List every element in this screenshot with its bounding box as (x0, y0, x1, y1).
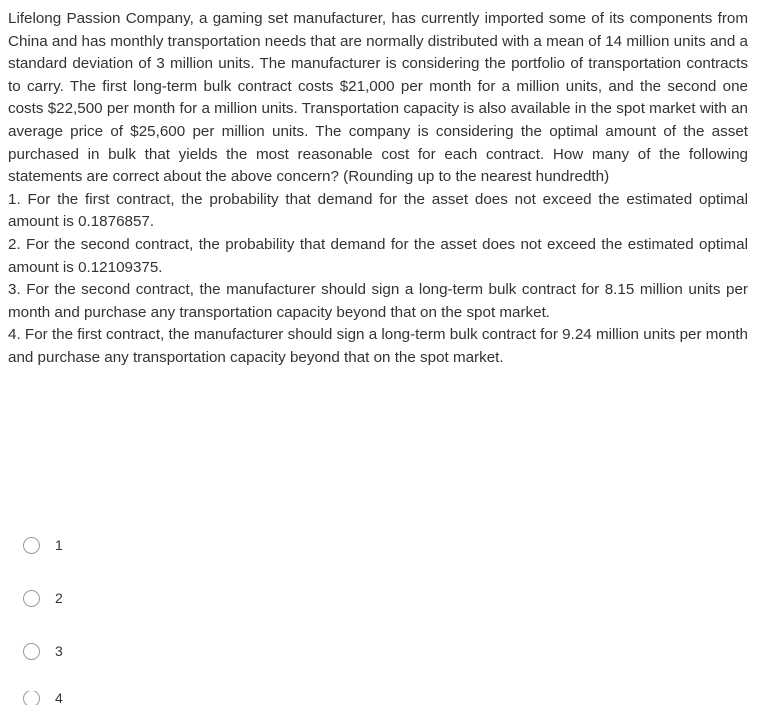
option-1[interactable] (23, 532, 63, 558)
option-3[interactable] (23, 638, 63, 664)
answer-options (23, 532, 63, 705)
question-stem: Lifelong Passion Company, a gaming set manufacturer, has currently imported some of its components from China and has monthly transportation needs that are normally distributed with a mean of 14 million units and a standard deviation of 3 million units. The manufacturer is considering the portfolio of transportation contracts to carry. The first long-term bulk contract costs $21,000 per month for a million units, and the second one costs $22,500 per month for a million units. Transportation capacity is also available in the spot market with an average price of $25,600 per million units. The company is considering the optimal amount of the asset purchased in bulk that yields the most reasonable cost for each contract. How many of the following statements are correct about the above concern? (Rounding up to the nearest hundredth) (8, 10, 748, 186)
option-label-1: 1 (55, 537, 63, 553)
option-label-2: 2 (55, 590, 63, 606)
option-label-3: 3 (55, 643, 63, 659)
radio-button-2[interactable] (23, 590, 40, 607)
question-block (8, 8, 748, 370)
radio-button-1[interactable] (23, 537, 40, 554)
option-2[interactable] (23, 585, 63, 611)
radio-button-3[interactable] (23, 643, 40, 660)
statement-4: 4. For the first contract, the manufacturer should sign a long-term bulk contract for 9.24 million units per month and purchase any transportation capacity beyond that on the spot market. (8, 326, 748, 366)
option-label-4: 4 (55, 691, 63, 705)
statement-3: 3. For the second contract, the manufacturer should sign a long-term bulk contract for 8.15 million units per month and purchase any transportation capacity beyond that on the spot market. (8, 281, 748, 321)
statement-2: 2. For the second contract, the probability that demand for the asset does not exceed the estimated optimal amount is 0.12109375. (8, 235, 748, 276)
statement-1: 1. For the first contract, the probability that demand for the asset does not exceed the estimated optimal amount is 0.1876857. (8, 190, 748, 231)
